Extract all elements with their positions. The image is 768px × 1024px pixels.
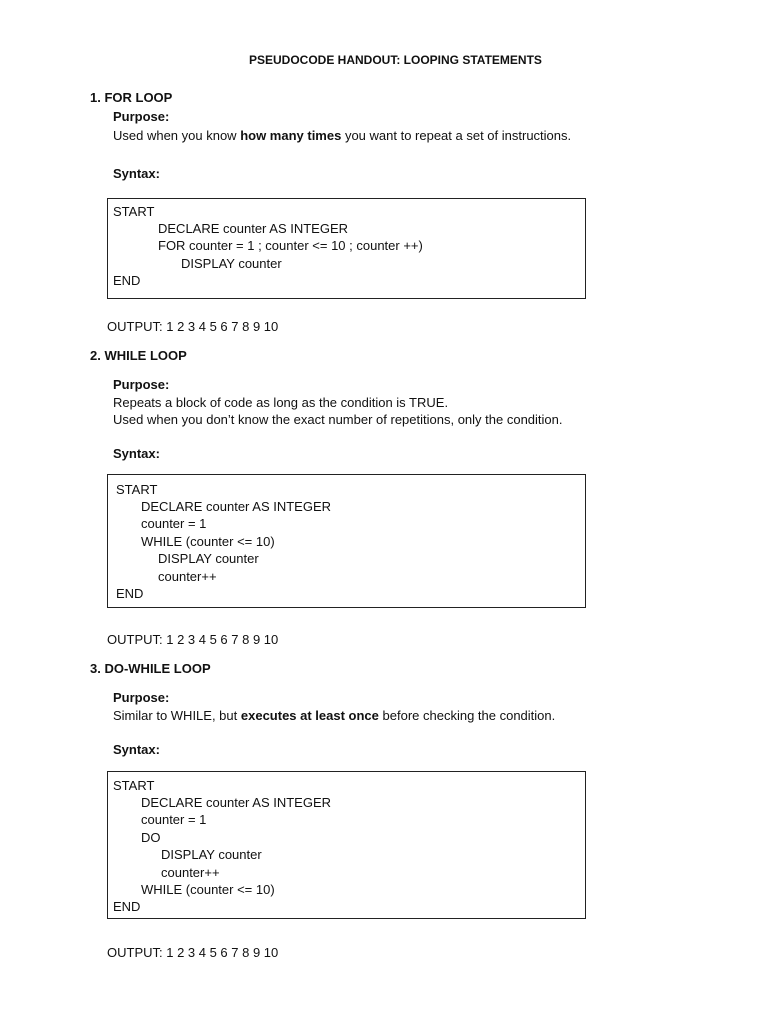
syntax-label: Syntax: [113, 446, 160, 461]
purpose-label: Purpose: [113, 377, 170, 392]
output-text: OUTPUT: 1 2 3 4 5 6 7 8 9 10 [107, 632, 279, 647]
code-line: START [116, 482, 158, 497]
code-line: counter = 1 [141, 516, 207, 531]
code-line: WHILE (counter <= 10) [141, 534, 275, 549]
purpose-text-part: you want to repeat a set of instructions. [341, 128, 572, 143]
section-heading-do-while-loop: 3. DO-WHILE LOOP [90, 661, 211, 676]
purpose-text [113, 707, 555, 724]
code-line: counter = 1 [141, 812, 207, 827]
section-heading-while-loop: 2. WHILE LOOP [90, 348, 187, 363]
section-heading-for-loop: 1. FOR LOOP [90, 90, 173, 105]
page-title: PSEUDOCODE HANDOUT: LOOPING STATEMENTS [249, 53, 542, 67]
code-line: DECLARE counter AS INTEGER [141, 499, 332, 514]
code-line: DO [141, 830, 161, 845]
code-line: FOR counter = 1 ; counter <= 10 ; counter ++) [158, 238, 423, 253]
purpose-text [113, 127, 571, 144]
code-line: DISPLAY counter [181, 256, 282, 271]
purpose-text: Repeats a block of code as long as the condition is TRUE. [113, 395, 449, 410]
code-block-do-while-loop [107, 771, 586, 919]
code-line: WHILE (counter <= 10) [141, 882, 275, 897]
code-block-while-loop [107, 474, 586, 608]
code-block-for-loop [107, 198, 586, 299]
purpose-text-emphasis: executes at least once [240, 708, 379, 723]
code-line: END [113, 273, 141, 288]
code-line: START [113, 204, 155, 219]
purpose-label: Purpose: [113, 109, 170, 124]
purpose-text-part: Similar to WHILE, but [113, 708, 241, 723]
code-line: DISPLAY counter [158, 551, 259, 566]
code-line: counter++ [161, 865, 220, 880]
purpose-label: Purpose: [113, 690, 170, 705]
code-line: DECLARE counter AS INTEGER [158, 221, 349, 236]
code-line: START [113, 778, 155, 793]
code-line: DISPLAY counter [161, 847, 262, 862]
syntax-label: Syntax: [113, 166, 160, 181]
code-line: counter++ [158, 569, 217, 584]
output-text: OUTPUT: 1 2 3 4 5 6 7 8 9 10 [107, 319, 279, 334]
purpose-text: Used when you don’t know the exact number of repetitions, only the condition. [113, 412, 563, 427]
output-text: OUTPUT: 1 2 3 4 5 6 7 8 9 10 [107, 945, 279, 960]
syntax-label: Syntax: [113, 742, 160, 757]
code-line: DECLARE counter AS INTEGER [141, 795, 332, 810]
code-line: END [116, 586, 144, 601]
purpose-text-part: before checking the condition. [378, 708, 556, 723]
purpose-text-part: Used when you know [113, 128, 241, 143]
purpose-text-emphasis: how many times [240, 128, 342, 143]
code-line: END [113, 899, 141, 914]
